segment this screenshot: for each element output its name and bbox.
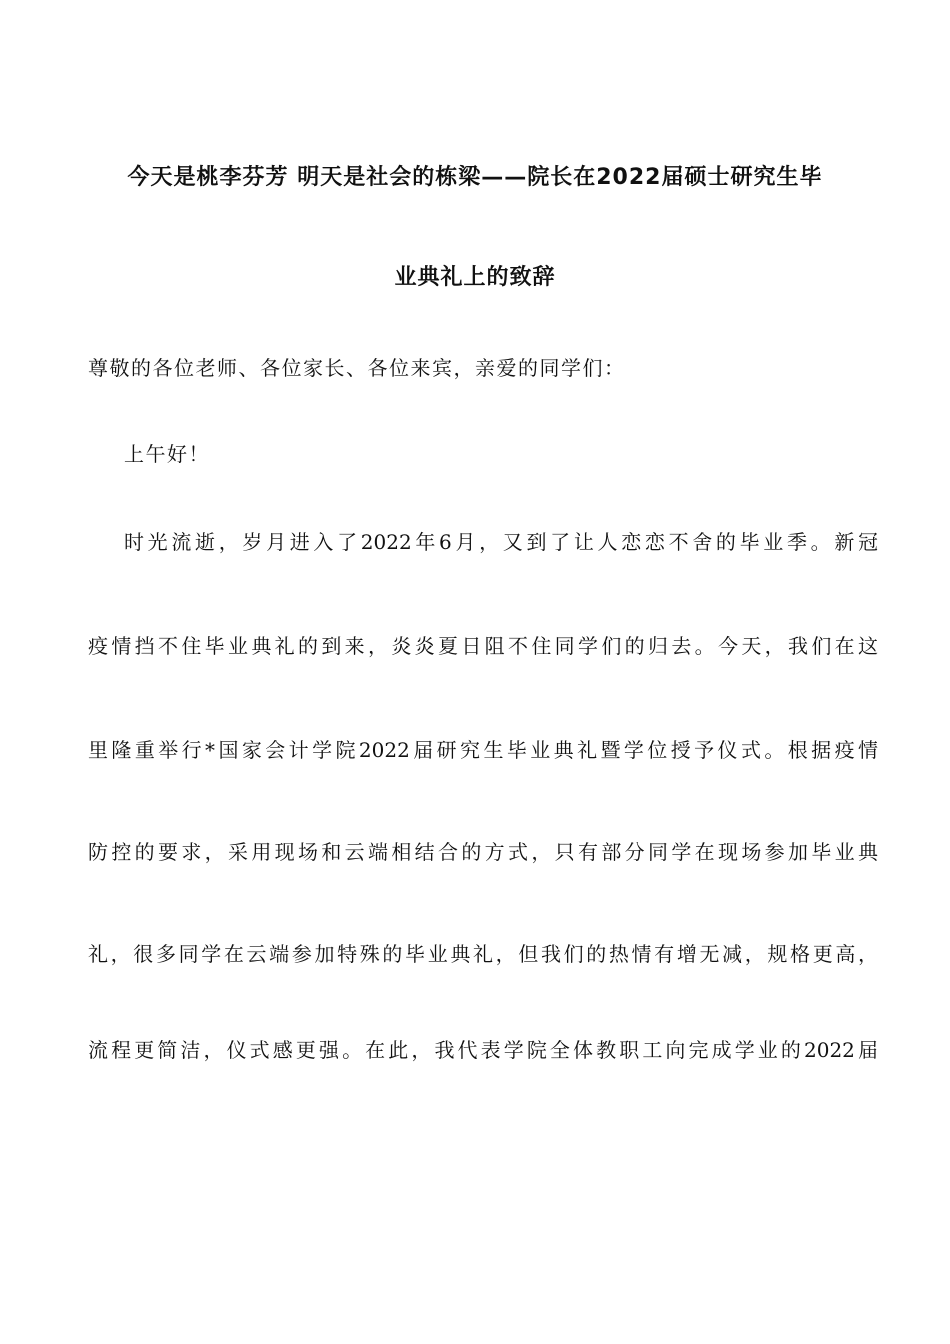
paragraph-line-4: 防控的要求，采用现场和云端相结合的方式，只有部分同学在现场参加毕业典 [88, 840, 878, 864]
paragraph-line-1: 时光流逝，岁月进入了2022年6月，又到了让人恋恋不舍的毕业季。新冠 [124, 530, 878, 554]
paragraph-line-3: 里隆重举行*国家会计学院2022届研究生毕业典礼暨学位授予仪式。根据疫情 [88, 738, 878, 762]
document-title-line-2: 业典礼上的致辞 [394, 265, 556, 290]
paragraph-line-6: 流程更简洁，仪式感更强。在此，我代表学院全体教职工向完成学业的2022届 [88, 1038, 878, 1062]
greeting: 上午好！ [124, 442, 210, 466]
paragraph-line-2: 疫情挡不住毕业典礼的到来，炎炎夏日阻不住同学们的归去。今天，我们在这 [88, 634, 878, 658]
salutation: 尊敬的各位老师、各位家长、各位来宾，亲爱的同学们： [88, 356, 626, 380]
paragraph-line-5: 礼，很多同学在云端参加特殊的毕业典礼，但我们的热情有增无减，规格更高， [88, 942, 878, 966]
document-title-line-1: 今天是桃李芬芳 明天是社会的栋梁——院长在2022届硕士研究生毕 [127, 165, 823, 190]
